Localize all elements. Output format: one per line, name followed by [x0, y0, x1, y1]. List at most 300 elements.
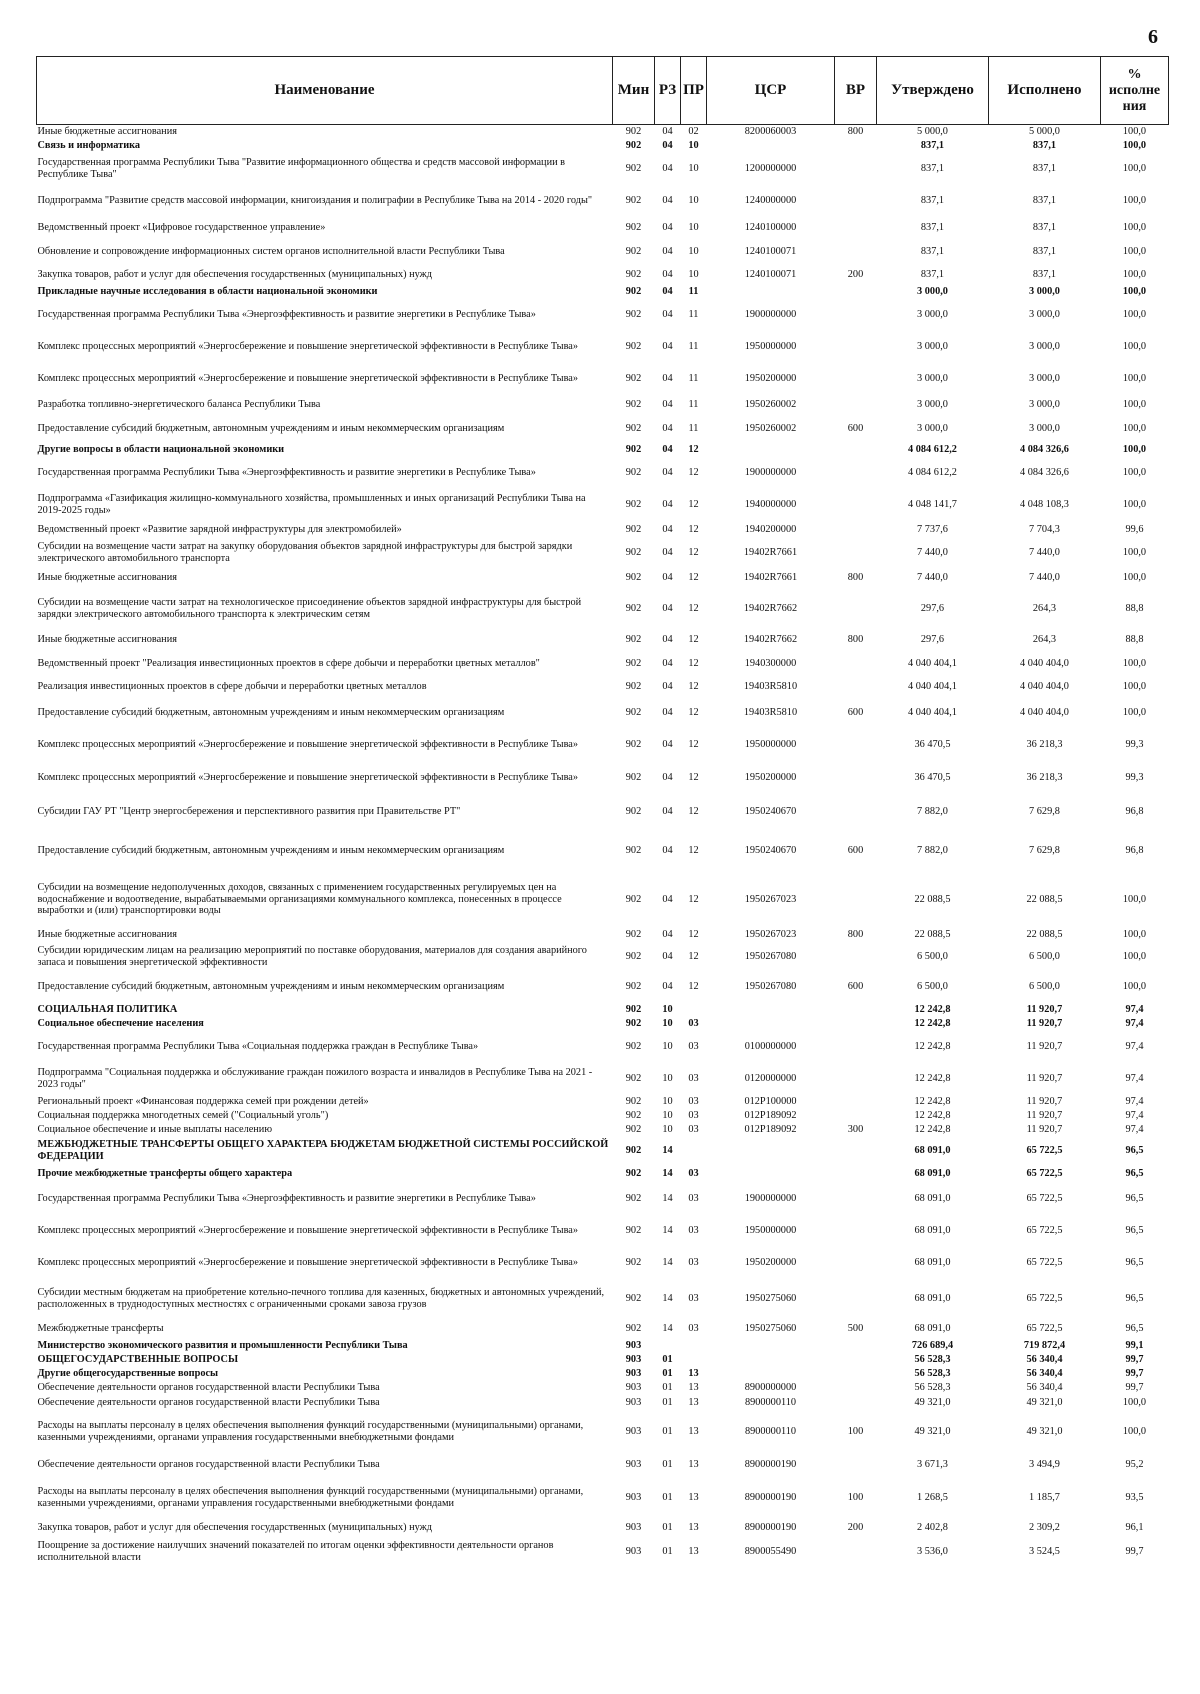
row-executed: 264,3	[1032, 633, 1057, 645]
row-csr	[707, 139, 835, 153]
table-row	[37, 1279, 1169, 1319]
table-row	[37, 415, 1169, 443]
row-pr: 12	[688, 771, 699, 783]
row-csr	[707, 1017, 835, 1031]
table-row	[37, 927, 1169, 943]
row-name: Связь и информатика	[37, 139, 141, 151]
row-executed: 3 000,0	[1029, 372, 1060, 384]
row-name: Государственная программа Республики Тыва «Энергоэффективность и развитие энергетики в Республике Тыва»	[37, 308, 536, 320]
row-rz: 04	[662, 340, 673, 352]
row-rz: 14	[662, 1224, 673, 1236]
row-name: Закупка товаров, работ и услуг для обеспечения государственных (муниципальных) нужд	[37, 1521, 432, 1533]
row-min: 902	[625, 194, 642, 206]
row-rz: 04	[662, 844, 673, 856]
row-vr	[835, 1367, 877, 1381]
row-vr: 800	[847, 928, 864, 940]
row-csr: 8900000190	[744, 1458, 797, 1470]
row-pr: 12	[688, 893, 699, 905]
row-rz: 04	[662, 221, 673, 233]
row-vr: 200	[847, 268, 864, 280]
row-rz: 14	[662, 1322, 673, 1334]
row-rz: 01	[662, 1381, 673, 1393]
row-executed: 4 048 108,3	[1020, 498, 1069, 510]
row-name: Закупка товаров, работ и услуг для обеспечения государственных (муниципальных) нужд	[37, 268, 432, 280]
table-row	[37, 265, 1169, 285]
row-csr: 1900000000	[744, 466, 797, 478]
table-row	[37, 395, 1169, 415]
row-min: 902	[625, 372, 642, 384]
row-executed: 1 185,7	[1029, 1491, 1060, 1503]
row-pr: 12	[688, 980, 699, 992]
row-pr: 12	[688, 498, 699, 510]
row-vr	[835, 1003, 877, 1017]
row-approved: 12 242,8	[914, 1123, 951, 1135]
row-percent: 100,0	[1122, 680, 1147, 692]
row-vr: 300	[847, 1123, 864, 1135]
row-percent: 100,0	[1122, 126, 1147, 138]
row-name: Государственная программа Республики Тыва «Социальная поддержка граждан в Республике Тыва»	[37, 1040, 479, 1052]
row-name: Комплекс процессных мероприятий «Энергосбережение и повышение энергетической эффективности в Республике Тыва»	[37, 771, 579, 783]
row-vr: 600	[847, 706, 864, 718]
row-name: Другие вопросы в области национальной экономики	[37, 443, 285, 455]
row-approved: 7 882,0	[917, 844, 948, 856]
row-percent: 88,8	[1125, 633, 1144, 645]
row-min: 902	[625, 950, 642, 962]
table-row	[37, 125, 1169, 139]
row-csr: 0120000000	[744, 1072, 797, 1084]
row-executed: 837,1	[1032, 245, 1057, 257]
row-approved: 22 088,5	[914, 928, 951, 940]
row-min: 902	[625, 602, 642, 614]
row-pr: 10	[688, 139, 699, 151]
row-percent: 100,0	[1122, 706, 1147, 718]
row-executed: 56 340,4	[1026, 1367, 1063, 1379]
table-row	[37, 795, 1169, 829]
row-vr: 800	[847, 571, 864, 583]
row-csr: 1950275060	[744, 1322, 797, 1334]
row-rz: 04	[662, 680, 673, 692]
row-rz: 10	[662, 1017, 673, 1029]
row-csr: 19402R7661	[743, 546, 798, 558]
row-vr	[835, 521, 877, 539]
row-approved: 3 536,0	[917, 1545, 948, 1557]
row-percent: 95,2	[1125, 1458, 1144, 1470]
row-name: Субсидии на возмещение части затрат на закупку оборудования объектов зарядной инфраструктуры для быстрой зарядки электрического автомобильного транспорта	[37, 541, 573, 564]
row-name: Субсидии ГАУ РТ "Центр энергосбережения и перспективного развития при Правительстве РТ"	[37, 805, 461, 817]
table-row	[37, 651, 1169, 677]
row-pr: 03	[688, 1224, 699, 1236]
row-rz: 14	[662, 1192, 673, 1204]
table-row	[37, 1395, 1169, 1411]
row-percent: 96,5	[1125, 1167, 1144, 1179]
row-pr: 12	[688, 443, 699, 455]
row-pr	[681, 1353, 707, 1367]
row-pr: 03	[688, 1123, 699, 1135]
row-rz: 04	[662, 950, 673, 962]
row-name: Поощрение за достижение наилучших значений показателей по итогам оценки эффективности деятельности органов исполнительной власти	[37, 1540, 554, 1563]
table-row	[37, 489, 1169, 521]
row-vr	[835, 539, 877, 567]
row-pr: 13	[688, 1396, 699, 1408]
row-executed: 4 040 404,0	[1020, 706, 1069, 718]
table-row	[37, 539, 1169, 567]
row-executed: 65 722,5	[1026, 1192, 1063, 1204]
row-min: 902	[625, 928, 642, 940]
row-executed: 56 340,4	[1026, 1353, 1063, 1365]
row-approved: 36 470,5	[914, 738, 951, 750]
row-csr: 1940000000	[744, 498, 797, 510]
table-header	[37, 57, 1169, 125]
row-percent: 96,5	[1125, 1322, 1144, 1334]
row-pr: 12	[688, 546, 699, 558]
row-rz: 14	[662, 1144, 673, 1156]
row-name: ОБЩЕГОСУДАРСТВЕННЫЕ ВОПРОСЫ	[37, 1353, 239, 1365]
header-vr: ВР	[835, 57, 877, 125]
row-rz: 04	[662, 285, 673, 297]
row-rz: 04	[662, 928, 673, 940]
row-pr: 12	[688, 571, 699, 583]
row-executed: 719 872,4	[1023, 1339, 1066, 1351]
table-row	[37, 971, 1169, 1003]
row-percent: 97,4	[1125, 1017, 1144, 1029]
row-name: Социальное обеспечение населения	[37, 1017, 204, 1029]
row-vr	[835, 873, 877, 927]
row-vr	[835, 363, 877, 395]
table-row	[37, 677, 1169, 697]
row-vr	[835, 1215, 877, 1247]
row-rz: 14	[662, 1256, 673, 1268]
row-approved: 2 402,8	[917, 1521, 948, 1533]
table-row	[37, 153, 1169, 185]
row-csr: 012P189092	[744, 1123, 797, 1135]
row-approved: 49 321,0	[914, 1425, 951, 1437]
row-name: Расходы на выплаты персоналу в целях обеспечения выполнения функций государственными (муниципальными) органами, казенными учреждениями, органами управления государственными внебюджетными фондами	[37, 1420, 584, 1443]
row-csr: 8900000190	[744, 1491, 797, 1503]
row-name: Реализация инвестиционных проектов в сфере добычи и переработки цветных металлов	[37, 680, 427, 692]
row-name: Иные бюджетные ассигнования	[37, 571, 177, 583]
row-executed: 11 920,7	[1026, 1003, 1063, 1015]
row-percent: 100,0	[1122, 340, 1147, 352]
row-min: 902	[625, 126, 642, 138]
row-executed: 837,1	[1032, 162, 1057, 174]
row-rz: 04	[662, 771, 673, 783]
row-name: Комплекс процессных мероприятий «Энергосбережение и повышение энергетической эффективности в Республике Тыва»	[37, 372, 579, 384]
row-name: Предоставление субсидий бюджетным, автономным учреждениям и иным некоммерческим организациям	[37, 706, 505, 718]
row-name: Обеспечение деятельности органов государственной власти Республики Тыва	[37, 1381, 380, 1393]
row-vr	[835, 1137, 877, 1165]
row-vr	[835, 795, 877, 829]
row-min: 902	[625, 706, 642, 718]
row-name: Обеспечение деятельности органов государственной власти Республики Тыва	[37, 1396, 380, 1408]
table-row	[37, 331, 1169, 363]
row-pr: 02	[688, 126, 699, 138]
row-executed: 4 040 404,0	[1020, 680, 1069, 692]
row-csr: 1200000000	[744, 162, 797, 174]
row-min: 902	[625, 221, 642, 233]
row-csr: 1950267080	[744, 950, 797, 962]
row-min: 902	[625, 1292, 642, 1304]
row-approved: 7 737,6	[917, 523, 948, 535]
row-pr: 11	[688, 398, 699, 410]
row-pr: 12	[688, 602, 699, 614]
row-csr	[707, 1367, 835, 1381]
row-vr	[835, 677, 877, 697]
row-csr	[707, 1165, 835, 1183]
row-min: 902	[625, 1040, 642, 1052]
row-rz: 01	[662, 1545, 673, 1557]
row-pr: 03	[688, 1095, 699, 1107]
header-percent: % исполне ния	[1101, 57, 1169, 125]
table-row	[37, 239, 1169, 265]
row-csr: 0100000000	[744, 1040, 797, 1052]
row-rz: 10	[662, 1123, 673, 1135]
table-row	[37, 217, 1169, 239]
table-row	[37, 1353, 1169, 1367]
row-min: 902	[625, 498, 642, 510]
row-min: 902	[625, 980, 642, 992]
row-csr: 8900000000	[744, 1381, 797, 1393]
table-row	[37, 521, 1169, 539]
row-executed: 65 722,5	[1026, 1167, 1063, 1179]
row-rz: 04	[662, 245, 673, 257]
row-approved: 12 242,8	[914, 1109, 951, 1121]
table-row	[37, 1003, 1169, 1017]
row-min: 902	[625, 1192, 642, 1204]
table-row	[37, 363, 1169, 395]
row-name: Разработка топливно-энергетического баланса Республики Тыва	[37, 398, 321, 410]
row-vr	[835, 1031, 877, 1063]
row-name: Субсидии на возмещение недополученных доходов, связанных с применением государственных регулируемых цен на водоснабжение и водоотведение, вырабатываемыми организациями коммунального комплекса, понесенных в процессе выработки и (или) транспортировки воды	[37, 882, 562, 917]
row-csr: 1950000000	[744, 1224, 797, 1236]
row-name: СОЦИАЛЬНАЯ ПОЛИТИКА	[37, 1003, 178, 1015]
row-name: Государственная программа Республики Тыва «Энергоэффективность и развитие энергетики в Республике Тыва»	[37, 466, 536, 478]
row-pr: 11	[688, 285, 699, 297]
row-executed: 65 722,5	[1026, 1292, 1063, 1304]
row-rz: 01	[662, 1425, 673, 1437]
row-percent: 100,0	[1122, 422, 1147, 434]
row-percent: 100,0	[1122, 546, 1147, 558]
row-min: 902	[625, 738, 642, 750]
row-percent: 99,3	[1125, 738, 1144, 750]
row-percent: 100,0	[1122, 950, 1147, 962]
row-executed: 3 000,0	[1029, 398, 1060, 410]
row-vr	[835, 153, 877, 185]
row-name: Субсидии местным бюджетам на приобретение котельно-печного топлива для казенных, бюджетных и автономных учреждений, расположенных в труднодоступных местностях с ограниченными сроками завоза грузов	[37, 1287, 605, 1310]
row-rz: 14	[662, 1167, 673, 1179]
row-rz: 04	[662, 422, 673, 434]
row-percent: 96,5	[1125, 1256, 1144, 1268]
row-csr: 1950260002	[744, 398, 797, 410]
row-vr	[835, 1109, 877, 1123]
row-executed: 3 000,0	[1029, 285, 1060, 297]
row-executed: 11 920,7	[1026, 1017, 1063, 1029]
row-min: 902	[625, 657, 642, 669]
row-min: 902	[625, 1003, 642, 1015]
row-vr	[835, 1279, 877, 1319]
row-vr: 600	[847, 422, 864, 434]
row-approved: 726 689,4	[911, 1339, 954, 1351]
row-percent: 97,4	[1125, 1003, 1144, 1015]
row-pr: 10	[688, 221, 699, 233]
row-vr	[835, 395, 877, 415]
row-rz: 10	[662, 1003, 673, 1015]
row-percent: 96,1	[1125, 1521, 1144, 1533]
row-min: 902	[625, 633, 642, 645]
row-min: 902	[625, 1322, 642, 1334]
row-approved: 68 091,0	[914, 1292, 951, 1304]
row-executed: 65 722,5	[1026, 1322, 1063, 1334]
row-rz: 04	[662, 466, 673, 478]
table-row	[37, 1453, 1169, 1477]
row-vr: 600	[847, 844, 864, 856]
row-min: 902	[625, 422, 642, 434]
row-csr: 1950275060	[744, 1292, 797, 1304]
row-approved: 837,1	[920, 194, 945, 206]
row-rz: 04	[662, 657, 673, 669]
table-row	[37, 729, 1169, 761]
row-name: Предоставление субсидий бюджетным, автономным учреждениям и иным некоммерческим организациям	[37, 844, 505, 856]
row-rz: 04	[662, 308, 673, 320]
row-executed: 837,1	[1032, 268, 1057, 280]
row-executed: 264,3	[1032, 602, 1057, 614]
row-rz: 01	[662, 1396, 673, 1408]
row-csr: 8900000190	[744, 1521, 797, 1533]
row-executed: 2 309,2	[1029, 1521, 1060, 1533]
row-pr: 13	[688, 1458, 699, 1470]
row-min: 903	[625, 1353, 642, 1365]
row-vr	[835, 589, 877, 629]
table-row	[37, 1367, 1169, 1381]
row-min: 902	[625, 844, 642, 856]
row-pr: 11	[688, 422, 699, 434]
row-executed: 837,1	[1032, 221, 1057, 233]
row-pr: 03	[688, 1322, 699, 1334]
row-percent: 99,7	[1125, 1381, 1144, 1393]
row-pr: 12	[688, 805, 699, 817]
row-csr: 1940300000	[744, 657, 797, 669]
row-name: Подпрограмма "Социальная поддержка и обслуживание граждан пожилого возраста и инвалидов в Республике Тыва на 2021 - 2023 годы"	[37, 1067, 593, 1090]
row-percent: 97,4	[1125, 1072, 1144, 1084]
header-csr: ЦСР	[707, 57, 835, 125]
row-csr: 1900000000	[744, 308, 797, 320]
row-vr	[835, 239, 877, 265]
row-vr	[835, 217, 877, 239]
row-min: 902	[625, 245, 642, 257]
row-rz: 01	[662, 1458, 673, 1470]
row-name: Государственная программа Республики Тыва "Развитие информационного общества и средств массовой информации в Республике Тыва"	[37, 157, 566, 180]
row-rz: 04	[662, 498, 673, 510]
row-executed: 3 494,9	[1029, 1458, 1060, 1470]
row-executed: 65 722,5	[1026, 1256, 1063, 1268]
table-row	[37, 567, 1169, 589]
row-min: 902	[625, 1017, 642, 1029]
table-row	[37, 285, 1169, 299]
row-percent: 96,8	[1125, 844, 1144, 856]
row-executed: 36 218,3	[1026, 771, 1063, 783]
row-executed: 7 704,3	[1029, 523, 1060, 535]
row-rz: 04	[662, 706, 673, 718]
row-approved: 4 084 612,2	[908, 466, 957, 478]
row-csr	[707, 1339, 835, 1353]
row-min: 902	[625, 1144, 642, 1156]
row-pr: 03	[688, 1109, 699, 1121]
row-percent: 88,8	[1125, 602, 1144, 614]
row-name: МЕЖБЮДЖЕТНЫЕ ТРАНСФЕРТЫ ОБЩЕГО ХАРАКТЕРА БЮДЖЕТАМ БЮДЖЕТНОЙ СИСТЕМЫ РОССИЙСКОЙ ФЕДЕРАЦИИ	[37, 1139, 609, 1162]
row-executed: 11 920,7	[1026, 1123, 1063, 1135]
row-executed: 11 920,7	[1026, 1109, 1063, 1121]
row-percent: 97,4	[1125, 1040, 1144, 1052]
row-approved: 3 000,0	[917, 372, 948, 384]
row-percent: 97,4	[1125, 1123, 1144, 1135]
row-percent: 96,5	[1125, 1292, 1144, 1304]
row-name: Министерство экономического развития и промышленности Республики Тыва	[37, 1339, 408, 1351]
row-approved: 4 084 612,2	[908, 443, 957, 455]
row-csr	[707, 1137, 835, 1165]
row-approved: 4 040 404,1	[908, 657, 957, 669]
row-percent: 96,5	[1125, 1192, 1144, 1204]
row-executed: 22 088,5	[1026, 928, 1063, 940]
row-rz: 04	[662, 980, 673, 992]
row-pr: 13	[688, 1491, 699, 1503]
row-csr	[707, 1353, 835, 1367]
row-percent: 100,0	[1122, 498, 1147, 510]
row-percent: 100,0	[1122, 285, 1147, 297]
row-rz: 04	[662, 162, 673, 174]
row-name: Подпрограмма "Развитие средств массовой информации, книгоиздания и полиграфии в Республике Тыва на 2014 - 2020 годы"	[37, 194, 593, 206]
table-row	[37, 589, 1169, 629]
row-min: 902	[625, 1123, 642, 1135]
row-csr: 1240100071	[744, 245, 797, 257]
row-percent: 100,0	[1122, 571, 1147, 583]
row-executed: 3 000,0	[1029, 422, 1060, 434]
row-name: Межбюджетные трансферты	[37, 1322, 164, 1334]
row-csr: 1950000000	[744, 738, 797, 750]
table-row	[37, 457, 1169, 489]
row-rz: 01	[662, 1521, 673, 1533]
row-approved: 68 091,0	[914, 1167, 951, 1179]
row-executed: 11 920,7	[1026, 1040, 1063, 1052]
row-percent: 96,5	[1125, 1224, 1144, 1236]
table-row	[37, 1017, 1169, 1031]
table-row	[37, 829, 1169, 873]
row-vr	[835, 651, 877, 677]
row-approved: 68 091,0	[914, 1192, 951, 1204]
row-csr: 8900000110	[744, 1425, 797, 1437]
row-rz: 14	[662, 1292, 673, 1304]
row-min: 903	[625, 1425, 642, 1437]
row-vr	[835, 1095, 877, 1109]
row-approved: 3 000,0	[917, 285, 948, 297]
row-vr	[835, 299, 877, 331]
row-pr: 11	[688, 308, 699, 320]
row-name: Предоставление субсидий бюджетным, автономным учреждениям и иным некоммерческим организациям	[37, 422, 505, 434]
row-executed: 4 040 404,0	[1020, 657, 1069, 669]
row-executed: 3 000,0	[1029, 340, 1060, 352]
row-csr: 8200060003	[744, 126, 797, 138]
row-min: 903	[625, 1521, 642, 1533]
row-executed: 5 000,0	[1029, 126, 1060, 138]
row-min: 902	[625, 1072, 642, 1084]
row-min: 902	[625, 523, 642, 535]
row-name: Комплекс процессных мероприятий «Энергосбережение и повышение энергетической эффективности в Республике Тыва»	[37, 1256, 579, 1268]
row-pr: 03	[688, 1017, 699, 1029]
row-min: 902	[625, 268, 642, 280]
table-row	[37, 299, 1169, 331]
row-approved: 56 528,3	[914, 1353, 951, 1365]
row-approved: 36 470,5	[914, 771, 951, 783]
row-percent: 100,0	[1122, 928, 1147, 940]
row-approved: 3 671,3	[917, 1458, 948, 1470]
